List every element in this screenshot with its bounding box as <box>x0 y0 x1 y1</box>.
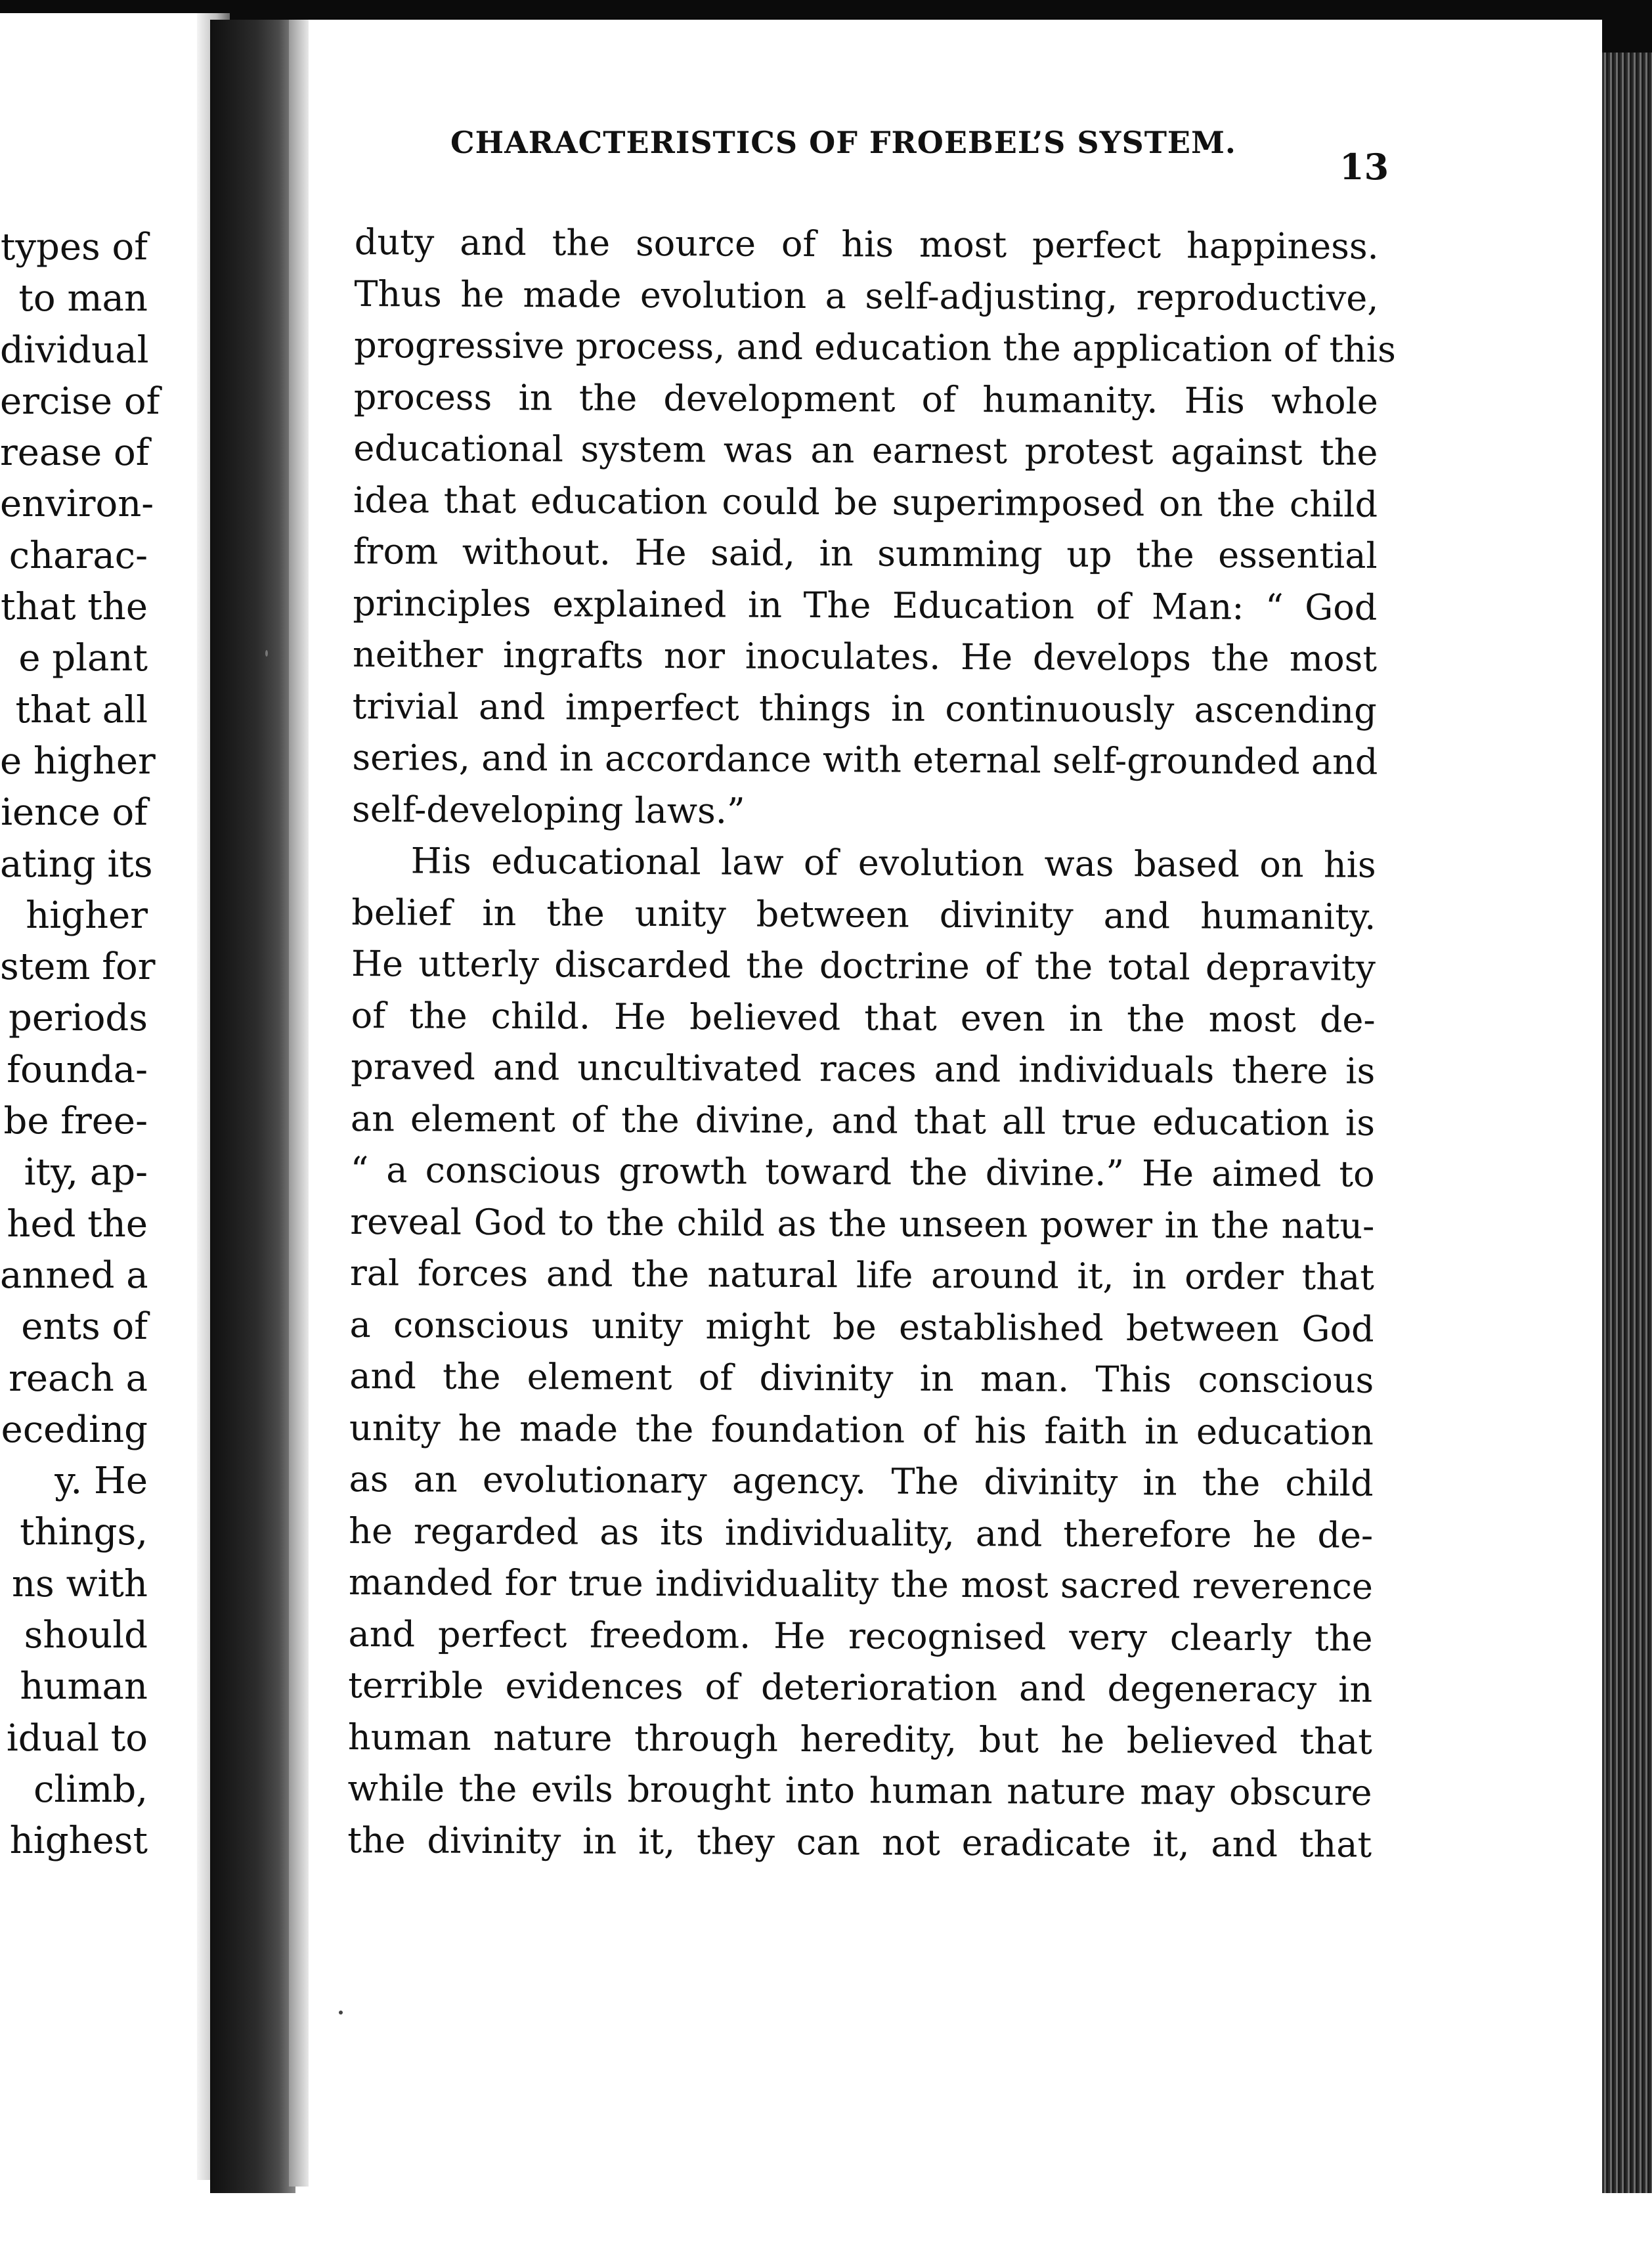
facing-page-line: y. He <box>54 1460 148 1503</box>
text-line: principles explained in The Education of Man: “ God <box>353 582 1378 628</box>
facing-page-line: eceding <box>1 1408 148 1451</box>
facing-page-line: ents of <box>21 1305 148 1349</box>
facing-page-left <box>0 13 227 2243</box>
body-text <box>347 217 1397 1871</box>
facing-page-line: hed the <box>7 1202 148 1246</box>
facing-page-text <box>0 222 160 1867</box>
facing-page-line: e higher <box>0 739 156 783</box>
facing-page-line: stem for <box>0 946 156 989</box>
facing-page-line: ience of <box>1 791 148 835</box>
facing-page-line: rease of <box>0 431 150 475</box>
facing-page-line: periods <box>9 997 148 1040</box>
facing-page-line: that all <box>15 688 148 731</box>
scan-top-border <box>0 0 1652 20</box>
text-line: the divinity in it, they can not eradicate it, and that <box>347 1819 1372 1865</box>
text-line: belief in the unity between divinity and humanity. <box>351 891 1376 938</box>
facing-page-line: be free- <box>3 1100 148 1143</box>
facing-page-line: ns with <box>11 1562 148 1605</box>
text-line: and the element of divinity in man. This conscious <box>349 1355 1374 1401</box>
scan-speck <box>265 650 268 657</box>
page-number: 13 <box>1339 146 1389 188</box>
facing-page-line: climb, <box>33 1768 148 1811</box>
facing-page-line: dividual <box>0 328 149 372</box>
text-line: unity he made the foundation of his faith in education <box>349 1406 1374 1453</box>
text-line: from without. He said, in summing up the essential <box>353 530 1378 577</box>
facing-page-line: idual to <box>6 1716 148 1760</box>
facing-page-line: e plant <box>18 637 148 680</box>
text-line: neither ingrafts nor inoculates. He develops the most <box>352 633 1378 680</box>
text-line: human nature through heredity, but he believed that <box>347 1716 1373 1762</box>
text-line: series, and in accordance with eternal self-grounded and <box>352 736 1378 783</box>
text-line: while the evils brought into human nature may obscure <box>347 1767 1372 1814</box>
scan-speck <box>339 2011 343 2014</box>
text-line: trivial and imperfect things in continuously ascending <box>352 685 1377 731</box>
facing-page-line: founda- <box>7 1048 148 1091</box>
facing-page-line: should <box>24 1614 148 1657</box>
facing-page-line: environ- <box>0 483 154 526</box>
facing-page-line: charac- <box>9 534 148 577</box>
text-line: as an evolutionary agency. The divinity in the child <box>349 1458 1374 1504</box>
text-line: idea that education could be superimposed on the child <box>353 479 1378 525</box>
facing-page-line: things, <box>20 1511 148 1554</box>
page-block-top <box>1602 20 1652 53</box>
text-line: ral forces and the natural life around it, in order that <box>349 1252 1375 1298</box>
facing-page-line: types of <box>0 226 148 269</box>
facing-page-line: ating its <box>0 842 153 886</box>
facing-page-line: ity, ap- <box>24 1151 148 1194</box>
text-line: duty and the source of his most perfect happiness. <box>354 221 1379 267</box>
facing-page-line: that the <box>1 586 148 629</box>
text-line: praved and uncultivated races and individuals there is <box>351 1045 1376 1092</box>
text-line: terrible evidences of deterioration and degeneracy in <box>348 1664 1373 1710</box>
facing-page-line: higher <box>26 894 148 937</box>
text-line: reveal God to the child as the unseen power in the natu- <box>350 1200 1375 1247</box>
paragraph-start-line: His educational law of evolution was based on his <box>410 840 1376 886</box>
paragraph-end-line: self-developing laws.” <box>351 788 745 832</box>
facing-page-line: reach a <box>9 1357 148 1400</box>
facing-page-line: ercise of <box>0 380 160 423</box>
text-line: manded for true individuality the most sacred reverence <box>348 1561 1374 1607</box>
facing-page-line: human <box>20 1665 148 1709</box>
facing-page-line: highest <box>9 1819 148 1863</box>
text-line: process in the development of humanity. His whole <box>353 376 1378 422</box>
text-line: progressive process, and education the application of this <box>354 324 1397 370</box>
facing-page-line: to man <box>18 277 148 320</box>
text-line: He utterly discarded the doctrine of the total depravity <box>351 942 1376 989</box>
facing-page-line: anned a <box>0 1253 148 1297</box>
text-line: of the child. He believed that even in the most de- <box>351 994 1376 1041</box>
text-line: educational system was an earnest protest against the <box>353 427 1378 473</box>
text-line: he regarded as its individuality, and therefore he de- <box>349 1510 1374 1556</box>
text-line: an element of the divine, and that all true education is <box>350 1097 1376 1144</box>
text-line: “ a conscious growth toward the divine.” He aimed to <box>350 1148 1375 1195</box>
text-line: a conscious unity might be established between God <box>349 1303 1374 1350</box>
text-line: and perfect freedom. He recognised very clearly the <box>348 1613 1373 1659</box>
book-spine <box>210 20 295 2193</box>
running-head: CHARACTERISTICS OF FROEBEL’S SYSTEM. <box>450 125 1236 160</box>
page-block-edges <box>1602 53 1652 2193</box>
gutter-highlight <box>289 20 309 2187</box>
text-line: Thus he made evolution a self-adjusting, reproductive, <box>354 272 1379 319</box>
